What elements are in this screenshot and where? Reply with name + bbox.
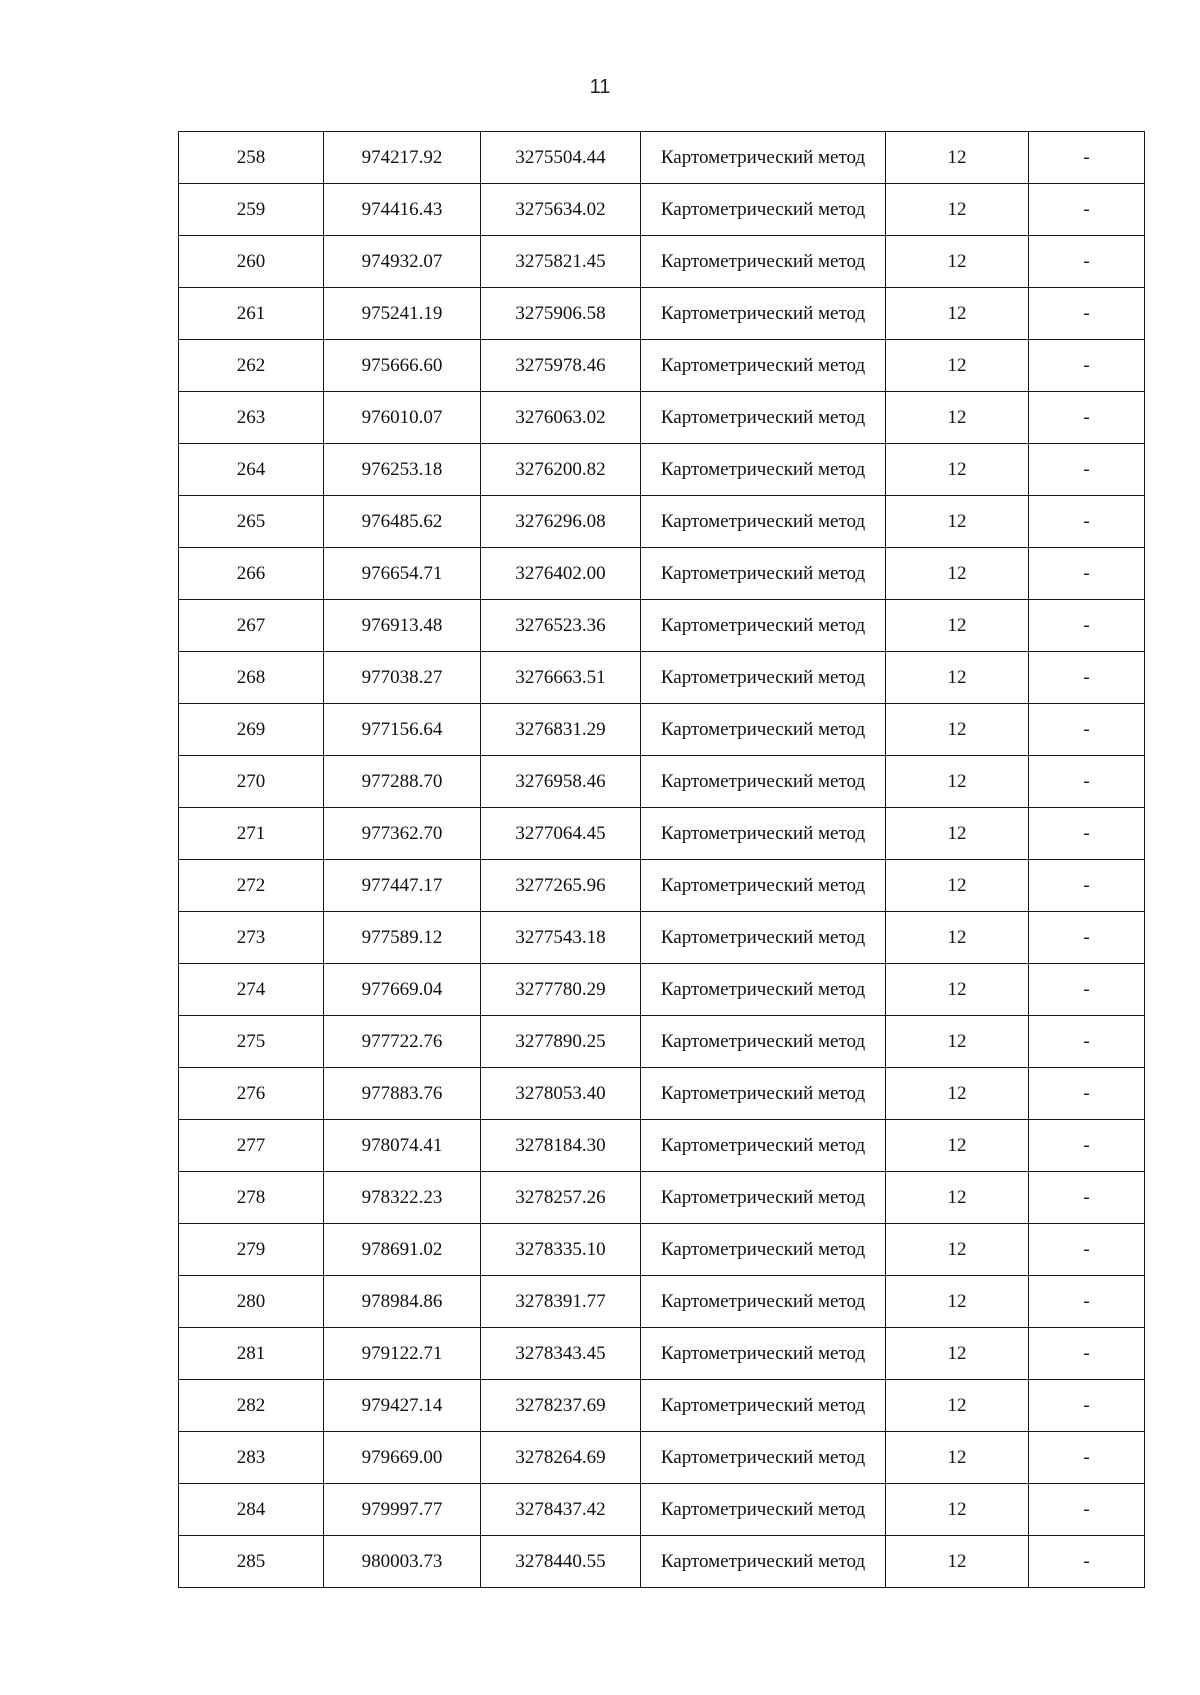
method-cell: Картометрический метод — [641, 496, 886, 548]
accuracy-cell: 12 — [886, 1432, 1029, 1484]
point-number-cell: 275 — [179, 1016, 324, 1068]
point-number-cell: 285 — [179, 1536, 324, 1588]
point-number-cell: 282 — [179, 1380, 324, 1432]
y-coordinate-cell: 3278264.69 — [481, 1432, 641, 1484]
method-cell: Картометрический метод — [641, 288, 886, 340]
table-row — [179, 236, 1145, 288]
note-cell: - — [1029, 132, 1145, 184]
accuracy-cell: 12 — [886, 704, 1029, 756]
point-number-cell: 274 — [179, 964, 324, 1016]
method-cell: Картометрический метод — [641, 1172, 886, 1224]
y-coordinate-cell: 3277064.45 — [481, 808, 641, 860]
accuracy-cell: 12 — [886, 964, 1029, 1016]
accuracy-cell: 12 — [886, 1328, 1029, 1380]
y-coordinate-cell: 3276958.46 — [481, 756, 641, 808]
x-coordinate-cell: 978074.41 — [324, 1120, 481, 1172]
method-cell: Картометрический метод — [641, 444, 886, 496]
table-row — [179, 652, 1145, 704]
table-row — [179, 756, 1145, 808]
table-row — [179, 1432, 1145, 1484]
x-coordinate-cell: 976654.71 — [324, 548, 481, 600]
method-cell: Картометрический метод — [641, 1328, 886, 1380]
coordinates-table-body — [179, 132, 1145, 1588]
accuracy-cell: 12 — [886, 1068, 1029, 1120]
note-cell: - — [1029, 1432, 1145, 1484]
method-cell: Картометрический метод — [641, 756, 886, 808]
x-coordinate-cell: 974932.07 — [324, 236, 481, 288]
y-coordinate-cell: 3277265.96 — [481, 860, 641, 912]
method-cell: Картометрический метод — [641, 1224, 886, 1276]
accuracy-cell: 12 — [886, 184, 1029, 236]
method-cell: Картометрический метод — [641, 1380, 886, 1432]
x-coordinate-cell: 974217.92 — [324, 132, 481, 184]
note-cell: - — [1029, 496, 1145, 548]
y-coordinate-cell: 3276663.51 — [481, 652, 641, 704]
x-coordinate-cell: 976010.07 — [324, 392, 481, 444]
table-row — [179, 964, 1145, 1016]
point-number-cell: 262 — [179, 340, 324, 392]
point-number-cell: 260 — [179, 236, 324, 288]
accuracy-cell: 12 — [886, 444, 1029, 496]
x-coordinate-cell: 978984.86 — [324, 1276, 481, 1328]
y-coordinate-cell: 3275634.02 — [481, 184, 641, 236]
note-cell: - — [1029, 1120, 1145, 1172]
point-number-cell: 278 — [179, 1172, 324, 1224]
table-row — [179, 132, 1145, 184]
method-cell: Картометрический метод — [641, 912, 886, 964]
accuracy-cell: 12 — [886, 340, 1029, 392]
table-row — [179, 340, 1145, 392]
accuracy-cell: 12 — [886, 912, 1029, 964]
accuracy-cell: 12 — [886, 1276, 1029, 1328]
point-number-cell: 281 — [179, 1328, 324, 1380]
method-cell: Картометрический метод — [641, 132, 886, 184]
note-cell: - — [1029, 548, 1145, 600]
y-coordinate-cell: 3278391.77 — [481, 1276, 641, 1328]
note-cell: - — [1029, 1276, 1145, 1328]
y-coordinate-cell: 3275978.46 — [481, 340, 641, 392]
note-cell: - — [1029, 1172, 1145, 1224]
method-cell: Картометрический метод — [641, 1068, 886, 1120]
table-row — [179, 1380, 1145, 1432]
x-coordinate-cell: 977722.76 — [324, 1016, 481, 1068]
accuracy-cell: 12 — [886, 652, 1029, 704]
note-cell: - — [1029, 1484, 1145, 1536]
accuracy-cell: 12 — [886, 1172, 1029, 1224]
table-row — [179, 1016, 1145, 1068]
accuracy-cell: 12 — [886, 288, 1029, 340]
note-cell: - — [1029, 860, 1145, 912]
x-coordinate-cell: 977447.17 — [324, 860, 481, 912]
x-coordinate-cell: 977669.04 — [324, 964, 481, 1016]
point-number-cell: 265 — [179, 496, 324, 548]
y-coordinate-cell: 3276296.08 — [481, 496, 641, 548]
accuracy-cell: 12 — [886, 1224, 1029, 1276]
point-number-cell: 259 — [179, 184, 324, 236]
x-coordinate-cell: 977362.70 — [324, 808, 481, 860]
y-coordinate-cell: 3275504.44 — [481, 132, 641, 184]
x-coordinate-cell: 979997.77 — [324, 1484, 481, 1536]
note-cell: - — [1029, 288, 1145, 340]
y-coordinate-cell: 3275906.58 — [481, 288, 641, 340]
point-number-cell: 261 — [179, 288, 324, 340]
note-cell: - — [1029, 1328, 1145, 1380]
x-coordinate-cell: 975666.60 — [324, 340, 481, 392]
table-row — [179, 912, 1145, 964]
accuracy-cell: 12 — [886, 1484, 1029, 1536]
coordinates-table — [178, 131, 1145, 1588]
table-row — [179, 288, 1145, 340]
accuracy-cell: 12 — [886, 1016, 1029, 1068]
accuracy-cell: 12 — [886, 1380, 1029, 1432]
accuracy-cell: 12 — [886, 496, 1029, 548]
note-cell: - — [1029, 340, 1145, 392]
table-row — [179, 548, 1145, 600]
x-coordinate-cell: 979427.14 — [324, 1380, 481, 1432]
y-coordinate-cell: 3278343.45 — [481, 1328, 641, 1380]
x-coordinate-cell: 976913.48 — [324, 600, 481, 652]
y-coordinate-cell: 3276523.36 — [481, 600, 641, 652]
method-cell: Картометрический метод — [641, 1536, 886, 1588]
method-cell: Картометрический метод — [641, 1432, 886, 1484]
method-cell: Картометрический метод — [641, 1120, 886, 1172]
x-coordinate-cell: 976253.18 — [324, 444, 481, 496]
y-coordinate-cell: 3278184.30 — [481, 1120, 641, 1172]
x-coordinate-cell: 977288.70 — [324, 756, 481, 808]
table-row — [179, 808, 1145, 860]
method-cell: Картометрический метод — [641, 652, 886, 704]
x-coordinate-cell: 977883.76 — [324, 1068, 481, 1120]
note-cell: - — [1029, 756, 1145, 808]
method-cell: Картометрический метод — [641, 1276, 886, 1328]
note-cell: - — [1029, 1068, 1145, 1120]
y-coordinate-cell: 3276063.02 — [481, 392, 641, 444]
accuracy-cell: 12 — [886, 808, 1029, 860]
method-cell: Картометрический метод — [641, 1016, 886, 1068]
note-cell: - — [1029, 600, 1145, 652]
point-number-cell: 264 — [179, 444, 324, 496]
y-coordinate-cell: 3276831.29 — [481, 704, 641, 756]
table-row — [179, 1068, 1145, 1120]
y-coordinate-cell: 3278257.26 — [481, 1172, 641, 1224]
page-number: 11 — [589, 76, 611, 98]
point-number-cell: 279 — [179, 1224, 324, 1276]
method-cell: Картометрический метод — [641, 704, 886, 756]
accuracy-cell: 12 — [886, 236, 1029, 288]
x-coordinate-cell: 980003.73 — [324, 1536, 481, 1588]
method-cell: Картометрический метод — [641, 340, 886, 392]
method-cell: Картометрический метод — [641, 808, 886, 860]
y-coordinate-cell: 3278237.69 — [481, 1380, 641, 1432]
note-cell: - — [1029, 1016, 1145, 1068]
point-number-cell: 267 — [179, 600, 324, 652]
table-row — [179, 496, 1145, 548]
note-cell: - — [1029, 444, 1145, 496]
note-cell: - — [1029, 1536, 1145, 1588]
table-row — [179, 444, 1145, 496]
x-coordinate-cell: 977589.12 — [324, 912, 481, 964]
accuracy-cell: 12 — [886, 600, 1029, 652]
accuracy-cell: 12 — [886, 1120, 1029, 1172]
y-coordinate-cell: 3275821.45 — [481, 236, 641, 288]
x-coordinate-cell: 977038.27 — [324, 652, 481, 704]
note-cell: - — [1029, 808, 1145, 860]
table-row — [179, 1224, 1145, 1276]
y-coordinate-cell: 3278437.42 — [481, 1484, 641, 1536]
y-coordinate-cell: 3277890.25 — [481, 1016, 641, 1068]
point-number-cell: 258 — [179, 132, 324, 184]
x-coordinate-cell: 975241.19 — [324, 288, 481, 340]
point-number-cell: 283 — [179, 1432, 324, 1484]
table-row — [179, 392, 1145, 444]
y-coordinate-cell: 3278440.55 — [481, 1536, 641, 1588]
accuracy-cell: 12 — [886, 756, 1029, 808]
y-coordinate-cell: 3278053.40 — [481, 1068, 641, 1120]
x-coordinate-cell: 978322.23 — [324, 1172, 481, 1224]
table-row — [179, 600, 1145, 652]
accuracy-cell: 12 — [886, 1536, 1029, 1588]
table-row — [179, 1484, 1145, 1536]
method-cell: Картометрический метод — [641, 964, 886, 1016]
point-number-cell: 263 — [179, 392, 324, 444]
y-coordinate-cell: 3277780.29 — [481, 964, 641, 1016]
method-cell: Картометрический метод — [641, 860, 886, 912]
x-coordinate-cell: 978691.02 — [324, 1224, 481, 1276]
table-row — [179, 184, 1145, 236]
x-coordinate-cell: 976485.62 — [324, 496, 481, 548]
note-cell: - — [1029, 1380, 1145, 1432]
x-coordinate-cell: 977156.64 — [324, 704, 481, 756]
y-coordinate-cell: 3278335.10 — [481, 1224, 641, 1276]
y-coordinate-cell: 3276402.00 — [481, 548, 641, 600]
accuracy-cell: 12 — [886, 132, 1029, 184]
note-cell: - — [1029, 236, 1145, 288]
table-row — [179, 1536, 1145, 1588]
point-number-cell: 269 — [179, 704, 324, 756]
table-row — [179, 860, 1145, 912]
method-cell: Картометрический метод — [641, 184, 886, 236]
note-cell: - — [1029, 1224, 1145, 1276]
accuracy-cell: 12 — [886, 860, 1029, 912]
point-number-cell: 271 — [179, 808, 324, 860]
table-row — [179, 1120, 1145, 1172]
point-number-cell: 276 — [179, 1068, 324, 1120]
table-row — [179, 1276, 1145, 1328]
method-cell: Картометрический метод — [641, 1484, 886, 1536]
y-coordinate-cell: 3277543.18 — [481, 912, 641, 964]
point-number-cell: 273 — [179, 912, 324, 964]
table-row — [179, 704, 1145, 756]
note-cell: - — [1029, 392, 1145, 444]
table-row — [179, 1172, 1145, 1224]
method-cell: Картометрический метод — [641, 236, 886, 288]
method-cell: Картометрический метод — [641, 600, 886, 652]
note-cell: - — [1029, 652, 1145, 704]
note-cell: - — [1029, 704, 1145, 756]
point-number-cell: 272 — [179, 860, 324, 912]
table-row — [179, 1328, 1145, 1380]
x-coordinate-cell: 974416.43 — [324, 184, 481, 236]
x-coordinate-cell: 979669.00 — [324, 1432, 481, 1484]
note-cell: - — [1029, 912, 1145, 964]
point-number-cell: 270 — [179, 756, 324, 808]
method-cell: Картометрический метод — [641, 548, 886, 600]
accuracy-cell: 12 — [886, 548, 1029, 600]
point-number-cell: 284 — [179, 1484, 324, 1536]
point-number-cell: 277 — [179, 1120, 324, 1172]
x-coordinate-cell: 979122.71 — [324, 1328, 481, 1380]
y-coordinate-cell: 3276200.82 — [481, 444, 641, 496]
accuracy-cell: 12 — [886, 392, 1029, 444]
point-number-cell: 268 — [179, 652, 324, 704]
note-cell: - — [1029, 964, 1145, 1016]
point-number-cell: 266 — [179, 548, 324, 600]
method-cell: Картометрический метод — [641, 392, 886, 444]
point-number-cell: 280 — [179, 1276, 324, 1328]
note-cell: - — [1029, 184, 1145, 236]
